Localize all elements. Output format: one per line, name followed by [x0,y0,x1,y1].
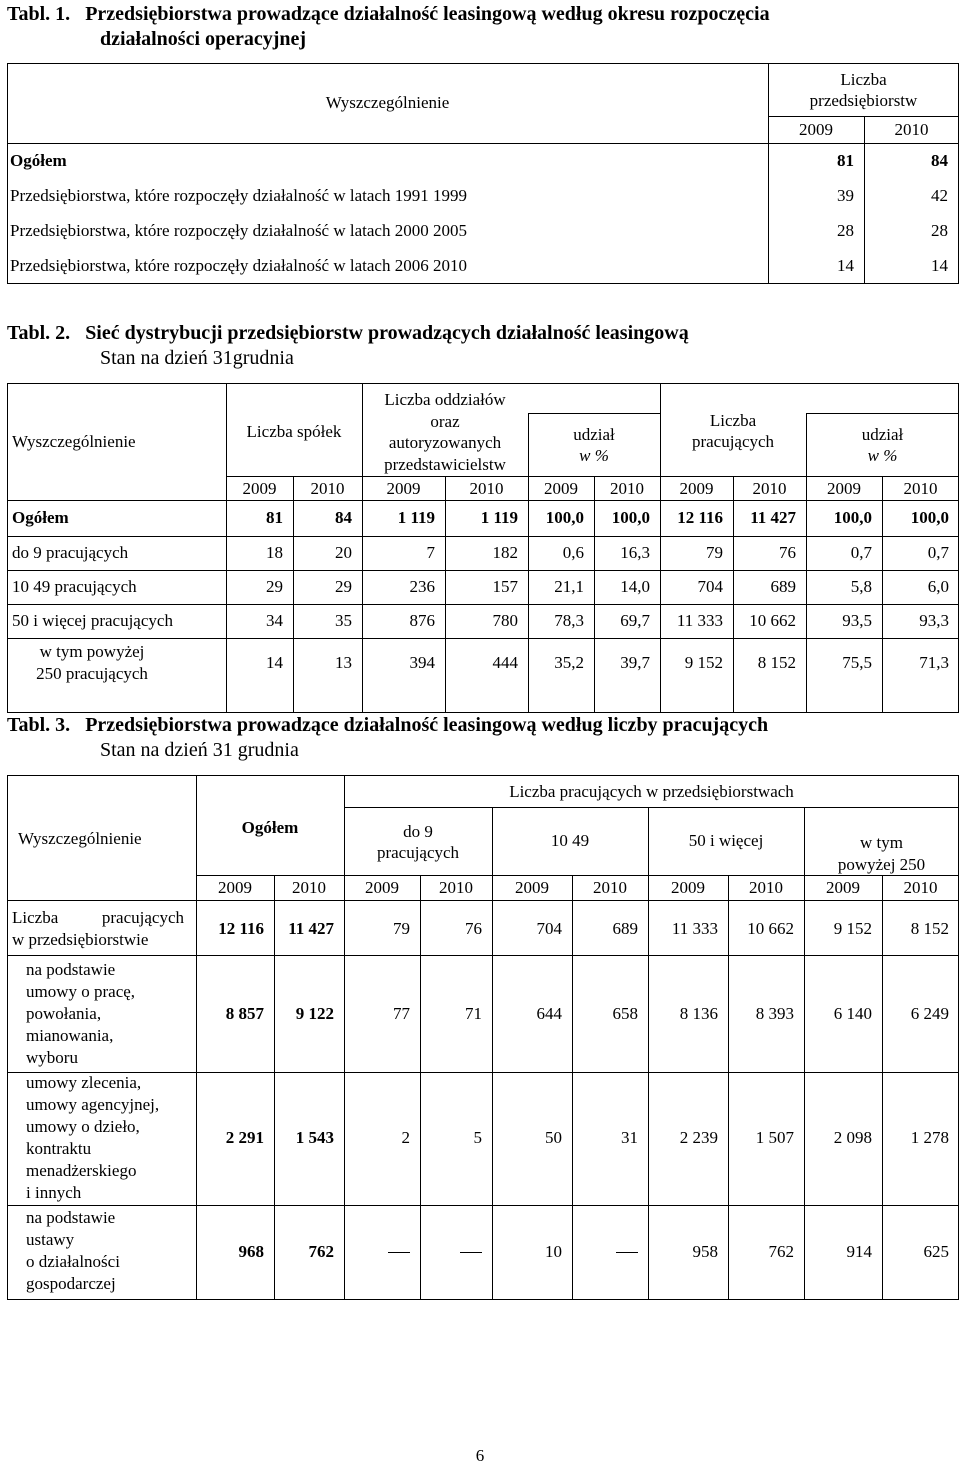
t3-cell: 8 857 [225,1004,264,1023]
t1-caption-title: Przedsiębiorstwa prowadzące działalność leasingową według okresu rozpoczęcia [85,3,770,25]
t3-header-1049: 10 49 [550,831,590,850]
t3-year: 2009 [365,878,399,897]
t2-cell: 6,0 [927,577,949,596]
t1-header-count-1: Liczba [840,70,887,89]
t3-cell: 2 291 [225,1128,264,1147]
t2-year: 2010 [752,479,787,498]
t2-header-oddz: Liczba oddziałów [384,390,506,409]
t3-cell: 968 [238,1242,264,1261]
t3-year: 2009 [218,878,252,897]
t3-row-label: menadżerskiego [26,1161,137,1180]
t2-cell: 9 152 [684,653,723,672]
t3-cell: 1 278 [910,1128,949,1147]
t1-cell: 81 [837,151,854,170]
t2-row-label: 10 49 pracujących [12,577,137,596]
t2-cell: 7 [426,543,435,562]
t2-caption [7,321,689,345]
t2-row-label: Ogółem [12,508,69,527]
t3-cell: 10 662 [747,919,794,938]
t2-header-oddz: oraz [430,412,460,431]
page-number: 6 [475,1446,485,1465]
t2-header-prac: Liczba [709,411,757,430]
t2-year: 2009 [386,479,421,498]
t2-row-label: 50 i więcej pracujących [12,611,173,630]
t2-cell: 11 427 [750,508,796,527]
t2-cell: 100,0 [611,508,650,527]
t3-row-label: kontraktu [26,1139,92,1158]
t3-dash-cell [352,1242,410,1262]
t3-dash-cell [428,1242,482,1262]
t1-header-spec: Wyszczególnienie [325,93,450,112]
t1-cell: 84 [931,151,948,170]
t2-cell: 394 [409,653,435,672]
t2-cell: 34 [266,611,283,630]
t3-row-label: mianowania, [26,1026,114,1045]
t2-cell: 14,0 [620,577,650,596]
t3-cell: 76 [465,919,482,938]
t3-cell: 71 [465,1004,482,1023]
t2-header-udzial2: udział [861,425,904,444]
t1-row-label: Przedsiębiorstwa, które rozpoczęły działalność w latach 2000 2005 [10,221,467,240]
t1-year-2009: 2009 [799,120,833,139]
t2-cell: 76 [779,543,796,562]
t2-cell: 1 119 [397,508,435,527]
t2-header-oddz: przedstawicielstw [384,455,506,474]
t3-cell: 5 [473,1128,482,1147]
t2-cell: 84 [335,508,352,527]
t1-caption-number: Tabl. 1. [7,3,71,25]
t2-cell: 75,5 [842,653,872,672]
t3-cell: 689 [612,919,638,938]
t3-cell: 31 [621,1128,638,1147]
t2-cell: 689 [770,577,796,596]
t2-cell: 13 [335,653,352,672]
t3-header-250: w tym [860,833,903,852]
t1-row-label: Ogółem [10,151,67,170]
t2-header-udzial: udział [573,425,615,444]
t3-cell: 8 136 [679,1004,718,1023]
t2-cell: 29 [266,577,283,596]
t2-cell: 29 [335,577,352,596]
t2-cell: 100,0 [910,508,949,527]
t1-cell: 28 [837,221,854,240]
dash-mark [616,1252,638,1253]
t2-header-oddz: autoryzowanych [388,433,502,452]
t3-cell: 2 239 [679,1128,718,1147]
t2-cell: 69,7 [620,611,650,630]
t3-cell: 2 [401,1128,410,1147]
t2-cell: 81 [266,508,283,527]
t3-header-ogolem: Ogółem [241,818,299,837]
t3-year: 2009 [826,878,860,897]
t2-cell: 93,3 [919,611,949,630]
t3-row-label: umowy o pracę, [26,982,136,1001]
t3-cell: 11 333 [671,919,718,938]
t3-row-label: i innych [26,1183,82,1202]
t2-cell: 100,0 [833,508,872,527]
t2-cell: 0,6 [562,543,584,562]
t2-cell: 35 [335,611,352,630]
t3-caption-sub: Stan na dzień 31 grudnia [100,739,299,761]
t2-cell: 236 [409,577,435,596]
t2-cell: 444 [492,653,518,672]
t2-cell: 20 [335,543,352,562]
t2-cell: 35,2 [554,653,584,672]
t3-cell: 11 427 [288,919,334,938]
t3-cell: 77 [393,1004,410,1023]
t2-cell: 8 152 [757,653,796,672]
t3-year: 2009 [671,878,705,897]
t3-row-label: na podstawie [26,1208,116,1227]
t2-cell: 11 333 [676,611,723,630]
t2-cell: 5,8 [850,577,872,596]
t3-header-250: powyżej 250 [837,855,926,874]
t1-row-label: Przedsiębiorstwa, które rozpoczęły działalność w latach 1991 1999 [10,186,467,205]
t3-row-label: umowy o dzieło, [26,1117,140,1136]
t3-cell: 8 152 [910,919,949,938]
t3-row-label: umowy zlecenia, [26,1073,142,1092]
t2-cell: 157 [492,577,518,596]
t3-row-label: umowy agencyjnej, [26,1095,160,1114]
t3-header-group: Liczba pracujących w przedsiębiorstwach [509,782,794,801]
t1-header-count-2: przedsiębiorstw [809,91,918,110]
t2-cell: 780 [492,611,518,630]
dash-mark [388,1252,410,1253]
t2-cell: 16,3 [620,543,650,562]
t3-caption [7,713,768,737]
t3-caption-number: Tabl. 3. [7,714,71,736]
dash-mark [460,1252,482,1253]
t2-cell: 71,3 [919,653,949,672]
t2-caption-number: Tabl. 2. [7,322,71,344]
t2-year: 2010 [469,479,504,498]
t2-header-prac: pracujących [691,432,775,451]
t3-year: 2010 [439,878,473,897]
t3-cell: 958 [692,1242,718,1261]
t3-year: 2010 [903,878,938,897]
t1-cell: 14 [931,256,948,275]
t3-header-do9: do 9 [403,822,433,841]
t2-year: 2010 [903,479,938,498]
t1-caption-line2 [100,27,306,51]
t2-cell: 93,5 [842,611,872,630]
t3-row-label: gospodarczej [26,1274,116,1293]
t3-header-50: 50 i więcej [688,831,764,850]
t2-cell: 1 119 [480,508,518,527]
t2-cell: 182 [492,543,518,562]
t3-cell: 1 543 [295,1128,334,1147]
t2-cell: 78,3 [554,611,584,630]
t2-row-label: do 9 pracujących [12,543,129,562]
t1-cell: 42 [931,186,948,205]
t3-cell: 50 [545,1128,562,1147]
t1-row-label: Przedsiębiorstwa, które rozpoczęły działalność w latach 2006 2010 [10,256,467,275]
t3-cell: 9 122 [295,1004,334,1023]
t2-row-label: 250 pracujących [36,664,148,683]
t2-cell: 12 116 [677,508,723,527]
t2-year: 2010 [310,479,345,498]
t2-header-udzial2-pct: w % [867,446,898,465]
t3-year: 2010 [593,878,627,897]
t3-cell: 79 [393,919,410,938]
t1-cell: 39 [837,186,854,205]
t3-cell: 12 116 [218,919,264,938]
t2-year: 2009 [544,479,578,498]
t3-row-label: na podstawie [26,960,116,979]
t3-row-label: wyboru [26,1048,78,1067]
t3-cell: 762 [308,1242,334,1261]
t2-header-spolek: Liczba spółek [246,422,342,441]
t1-caption-title-2: działalności operacyjnej [100,28,307,50]
t3-year: 2009 [515,878,549,897]
t3-header-do9: pracujących [376,843,460,862]
t2-year: 2009 [242,479,277,498]
t3-year: 2010 [292,878,326,897]
t2-cell: 79 [706,543,723,562]
t3-dash-cell [580,1242,638,1262]
t2-header-spec: Wyszczególnienie [12,432,136,451]
t2-year: 2009 [679,479,714,498]
t3-row-label: powołania, [26,1004,102,1023]
t3-header-spec: Wyszczególnienie [18,829,142,848]
t2-cell: 704 [697,577,723,596]
t1-cell: 14 [837,256,854,275]
t3-cell: 762 [768,1242,794,1261]
t3-cell: 6 140 [833,1004,872,1023]
t2-year: 2010 [610,479,644,498]
t2-cell: 0,7 [927,543,949,562]
t3-cell: 914 [846,1242,872,1261]
t3-cell: 2 098 [833,1128,872,1147]
t3-cell: 644 [536,1004,562,1023]
t2-cell: 14 [266,653,283,672]
t2-header-udzial-pct: w % [579,446,609,465]
t1-cell: 28 [931,221,948,240]
t3-cell: 8 393 [755,1004,794,1023]
t3-caption-title: Przedsiębiorstwa prowadzące działalność leasingową według liczby pracujących [85,714,769,736]
t2-year: 2009 [827,479,861,498]
t3-cell: 6 249 [910,1004,949,1023]
t3-cell: 658 [612,1004,638,1023]
t3-cell: 1 507 [755,1128,794,1147]
t2-caption-title: Sieć dystrybucji przedsiębiorstw prowadzących działalność leasingową [85,322,689,344]
t3-cell: 9 152 [833,919,872,938]
t3-cell: 625 [923,1242,949,1261]
t1-year-2010: 2010 [894,120,929,139]
t3-cell: 10 [545,1242,562,1261]
t3-row-label: Liczba pracujących [12,908,184,927]
t2-caption-sub: Stan na dzień 31grudnia [100,347,294,369]
t2-cell: 0,7 [850,543,872,562]
t1-caption [7,2,770,26]
t3-row-label: w przedsiębiorstwie [12,930,149,949]
t3-row-label: o działalności [26,1252,120,1271]
t2-cell: 18 [266,543,283,562]
t2-row-label: w tym powyżej [39,642,145,661]
t2-cell: 39,7 [620,653,650,672]
t3-cell: 704 [536,919,562,938]
t2-cell: 10 662 [749,611,796,630]
t2-cell: 876 [409,611,435,630]
t2-cell: 21,1 [554,577,584,596]
t3-row-label: ustawy [26,1230,75,1249]
t2-cell: 100,0 [545,508,584,527]
t3-year: 2010 [749,878,783,897]
